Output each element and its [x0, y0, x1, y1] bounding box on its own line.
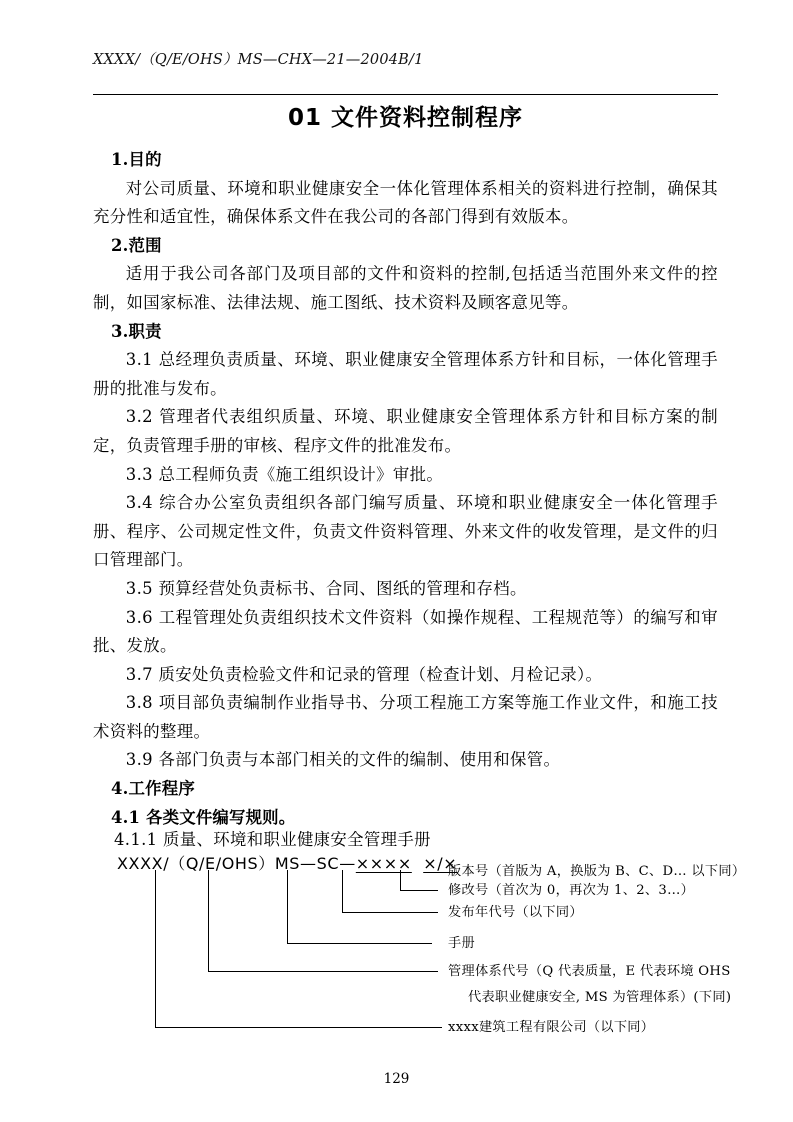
leader-horizontal-system-code [208, 971, 438, 972]
section-paragraph: 3.4 综合办公室负责组织各部门编写质量、环境和职业健康安全一体化管理手册、程序、公司规定性文件，负责文件资料管理、外来文件的收发管理，是文件的归口管理部门。 [93, 493, 718, 570]
document-body [93, 146, 718, 832]
leader-vertical-system-code [208, 870, 209, 971]
note-system-code-line2: 代表职业健康安全, MS 为管理体系）(下同) [468, 990, 732, 1005]
note-manual: 手册 [448, 936, 475, 951]
page-number: 129 [383, 1071, 410, 1087]
code-year-group: ×××× [355, 854, 412, 873]
section-paragraph: 3.8 项目部负责编制作业指导书、分项工程施工方案等施工作业文件，和施工技术资料的整理。 [93, 693, 718, 741]
leader-horizontal-company [155, 1027, 442, 1028]
leader-vertical-revision [400, 870, 401, 890]
section-paragraph: 适用于我公司各部门及项目部的文件和资料的控制,包括适当范围外来文件的控制，如国家标准、法律法规、施工图纸、技术资料及顾客意见等。 [93, 264, 718, 312]
section-paragraph: 3.3 总工程师负责《施工组织设计》审批。 [125, 464, 444, 484]
section-heading: 1.目的 [111, 150, 162, 169]
section-paragraph: 3.9 各部门负责与本部门相关的文件的编制、使用和保管。 [125, 750, 561, 770]
note-year-code: 发布年代号（以下同） [448, 905, 583, 920]
note-revision-no: 修改号（首次为 0，再次为 1、2、3…） [448, 883, 695, 898]
section-heading: 2.范围 [111, 235, 162, 255]
code-gap [412, 854, 423, 873]
section-paragraph: 3.6 工程管理处负责组织技术文件资料（如操作规程、工程规范等）的编写和审批、发放。 [93, 607, 718, 656]
leader-vertical-manual [287, 870, 288, 943]
section-paragraph: 对公司质量、环境和职业健康安全一体化管理体系相关的资料进行控制，确保其充分性和适宜性，确保体系文件在我公司的各部门得到有效版本。 [93, 178, 718, 227]
leader-horizontal-year [342, 912, 438, 913]
section-heading: 3.职责 [111, 321, 162, 341]
section-heading: 4.工作程序 [111, 779, 195, 799]
leader-vertical-year [342, 870, 343, 912]
code-breakdown-diagram [93, 826, 746, 1066]
note-version-no: 版本号（首版为 A，换版为 B、C、D… 以下同） [448, 864, 746, 879]
page-title: 01 文件资料控制程序 [287, 105, 523, 131]
code-version-group: ×/× [423, 854, 458, 873]
leader-vertical-company [155, 870, 156, 1027]
section-paragraph: 3.1 总经理负责质量、环境、职业健康安全管理体系方针和目标，一体化管理手册的批准与发布。 [93, 350, 718, 398]
note-company: xxxx建筑工程有限公司（以下同） [448, 1020, 655, 1035]
code-prefix: XXXX/（Q/E/OHS）MS—SC— [117, 854, 356, 873]
section-paragraph: 3.2 管理者代表组织质量、环境、职业健康安全管理体系方针和目标方案的制定，负责管理手册的审核、程序文件的批准发布。 [93, 407, 718, 455]
note-system-code-line1: 管理体系代号（Q 代表质量，E 代表环境 OHS [448, 964, 731, 979]
header-divider [93, 94, 718, 95]
document-code-header: XXXX/（Q/E/OHS）MS—CHX—21—2004B/1 [93, 52, 424, 68]
diagram-heading: 4.1.1 质量、环境和职业健康安全管理手册 [114, 830, 431, 849]
section-paragraph: 3.7 质安处负责检验文件和记录的管理（检查计划、月检记录）。 [125, 664, 603, 684]
leader-horizontal-revision [400, 890, 438, 891]
leader-horizontal-manual [287, 943, 432, 944]
section-heading: 4.1 各类文件编写规则。 [111, 807, 296, 827]
section-paragraph: 3.5 预算经营处负责标书、合同、图纸的管理和存档。 [125, 578, 527, 598]
